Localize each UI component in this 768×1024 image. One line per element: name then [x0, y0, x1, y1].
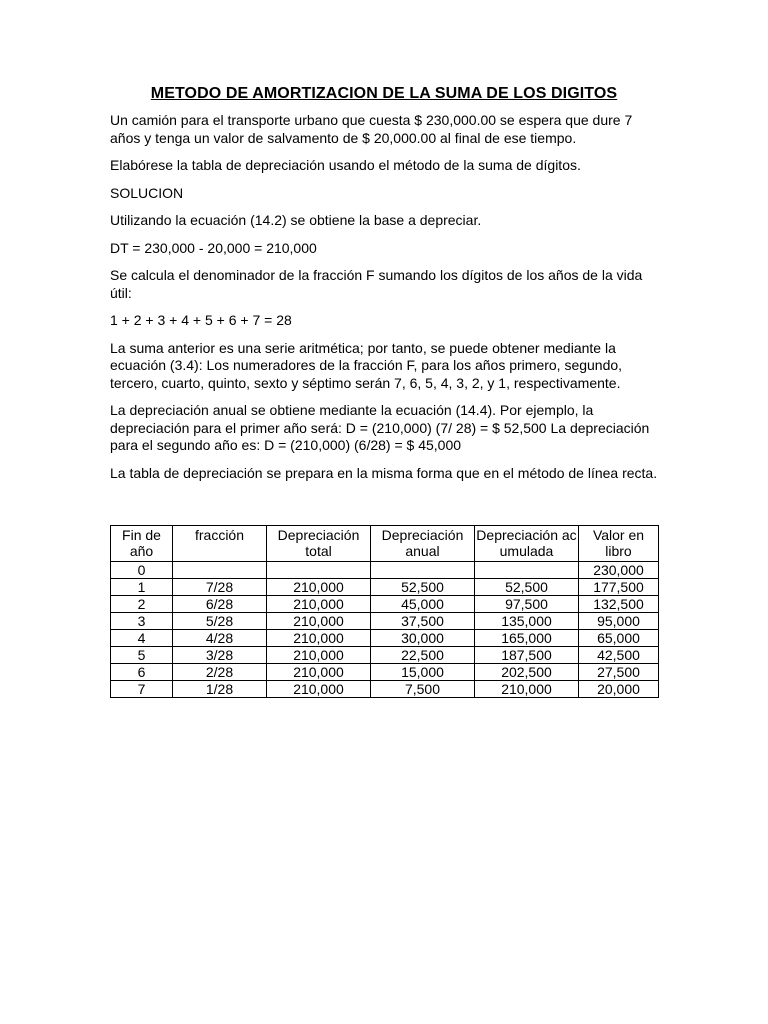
cell-accumulated: 135,000 — [475, 613, 579, 630]
cell-year: 1 — [111, 579, 173, 596]
table-row — [111, 596, 659, 613]
cell-accumulated: 165,000 — [475, 630, 579, 647]
paragraph-annual-depreciation: La depreciación anual se obtiene mediante la ecuación (14.4). Por ejemplo, la depreciación para el primer año será: D = (210,000) (7/ 28) = $ 52,500 La depreciación para el segundo año es: D = (210,000) (6/28) = $ 45,000 — [110, 402, 650, 453]
paragraph-table-intro: La tabla de depreciación se prepara en la misma forma que en el método de línea recta. — [110, 464, 658, 481]
paragraph-series: La suma anterior es una serie aritmética; por tanto, se puede obtener mediante la ecuación (3.4): Los numeradores de la fracción F, para los años primero, segundo, tercero, cuarto, quinto, sexto y séptimo serán 7, 6, 5, 4, 3, 2, y 1, respectivamente. — [110, 339, 623, 391]
cell-accumulated: 202,500 — [475, 664, 579, 681]
cell-annual: 45,000 — [371, 596, 475, 613]
cell-total — [267, 562, 371, 579]
paragraph-problem: Un camión para el transporte urbano que cuesta $ 230,000.00 se espera que dure 7 años y tenga un valor de salvamento de $ 20,000.00 al final de ese tiempo. — [110, 112, 633, 146]
cell-fraction: 6/28 — [173, 596, 267, 613]
cell-annual: 37,500 — [371, 613, 475, 630]
paragraph-instruction: Elabórese la tabla de depreciación usando el método de la suma de dígitos. — [110, 157, 581, 173]
cell-year: 3 — [111, 613, 173, 630]
cell-year: 0 — [111, 562, 173, 579]
cell-total: 210,000 — [267, 630, 371, 647]
cell-fraction: 5/28 — [173, 613, 267, 630]
paragraph-denominator: Se calcula el denominador de la fracción F sumando los dígitos de los años de la vida útil: — [110, 267, 643, 301]
cell-accumulated: 210,000 — [475, 681, 579, 698]
header-valor-en-libro: Valor en libro — [579, 526, 659, 562]
document-title: METODO DE AMORTIZACION DE LA SUMA DE LOS DIGITOS — [150, 85, 618, 102]
cell-total: 210,000 — [267, 664, 371, 681]
table-row — [111, 681, 659, 698]
depreciation-table — [110, 525, 659, 698]
cell-fraction — [173, 562, 267, 579]
cell-year: 2 — [111, 596, 173, 613]
cell-accumulated: 187,500 — [475, 647, 579, 664]
cell-year: 7 — [111, 681, 173, 698]
table-row — [111, 613, 659, 630]
cell-accumulated: 97,500 — [475, 596, 579, 613]
cell-year: 6 — [111, 664, 173, 681]
cell-book-value: 27,500 — [579, 664, 659, 681]
cell-annual: 7,500 — [371, 681, 475, 698]
cell-total: 210,000 — [267, 647, 371, 664]
cell-book-value: 177,500 — [579, 579, 659, 596]
cell-fraction: 7/28 — [173, 579, 267, 596]
header-fraccion: fracción — [173, 526, 267, 562]
cell-year: 4 — [111, 630, 173, 647]
cell-annual: 15,000 — [371, 664, 475, 681]
header-depreciacion-acumulada: Depreciación acumulada — [475, 526, 579, 562]
cell-annual: 52,500 — [371, 579, 475, 596]
table-row — [111, 562, 659, 579]
cell-total: 210,000 — [267, 613, 371, 630]
paragraph-base: Utilizando la ecuación (14.2) se obtiene la base a depreciar. — [110, 212, 482, 228]
cell-annual: 22,500 — [371, 647, 475, 664]
table-row — [111, 579, 659, 596]
cell-book-value: 65,000 — [579, 630, 659, 647]
cell-total: 210,000 — [267, 596, 371, 613]
cell-book-value: 230,000 — [579, 562, 659, 579]
cell-total: 210,000 — [267, 579, 371, 596]
cell-fraction: 2/28 — [173, 664, 267, 681]
document-page — [110, 84, 658, 698]
header-depreciacion-total: Depreciación total — [267, 526, 371, 562]
cell-annual: 30,000 — [371, 630, 475, 647]
table-row — [111, 630, 659, 647]
equation-dt: DT = 230,000 - 20,000 = 210,000 — [110, 239, 317, 256]
table-header-row — [111, 526, 659, 562]
cell-accumulated: 52,500 — [475, 579, 579, 596]
cell-fraction: 1/28 — [173, 681, 267, 698]
cell-year: 5 — [111, 647, 173, 664]
table-row — [111, 647, 659, 664]
cell-book-value: 42,500 — [579, 647, 659, 664]
cell-book-value: 95,000 — [579, 613, 659, 630]
equation-sum: 1 + 2 + 3 + 4 + 5 + 6 + 7 = 28 — [110, 312, 292, 328]
table-row — [111, 664, 659, 681]
cell-fraction: 4/28 — [173, 630, 267, 647]
cell-fraction: 3/28 — [173, 647, 267, 664]
cell-total: 210,000 — [267, 681, 371, 698]
paragraph-solucion: SOLUCION — [110, 184, 184, 201]
header-depreciacion-anual: Depreciación anual — [371, 526, 475, 562]
header-fin-de-ano: Fin de año — [111, 526, 173, 562]
cell-book-value: 20,000 — [579, 681, 659, 698]
cell-accumulated — [475, 562, 579, 579]
cell-annual — [371, 562, 475, 579]
cell-book-value: 132,500 — [579, 596, 659, 613]
